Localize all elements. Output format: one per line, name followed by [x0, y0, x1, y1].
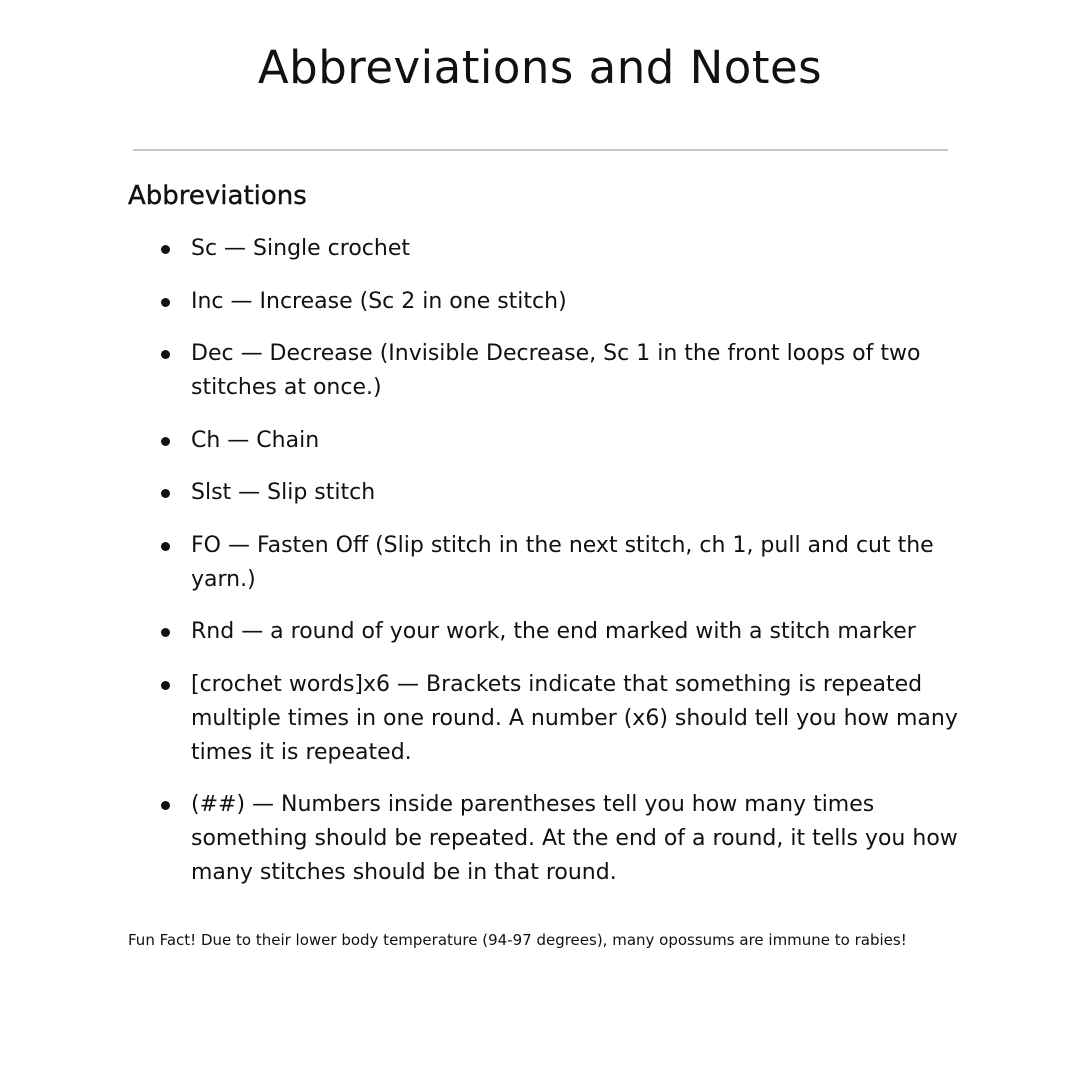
list-item	[128, 424, 968, 458]
fun-fact-note: Fun Fact! Due to their lower body temperature (94-97 degrees), many opossums are immune to rabies!	[128, 931, 907, 949]
bullet-icon	[161, 801, 170, 810]
list-item-text: FO — Fasten Off (Slip stitch in the next stitch, ch 1, pull and cut the yarn.)	[191, 532, 934, 592]
list-item-text: Slst — Slip stitch	[191, 480, 376, 505]
list-item	[128, 788, 968, 890]
list-item	[128, 668, 968, 770]
bullet-icon	[161, 245, 170, 254]
abbreviations-list	[128, 232, 968, 909]
list-item	[128, 476, 968, 510]
bullet-icon	[161, 542, 170, 551]
list-item-text: (##) — Numbers inside parentheses tell you how many times something should be repeated. At the end of a round, it tells you how many stitches should be in that round.	[191, 792, 958, 885]
bullet-icon	[161, 437, 170, 446]
list-item-text: Sc — Single crochet	[191, 236, 410, 261]
list-item	[128, 529, 968, 597]
list-item	[128, 232, 968, 266]
section-heading-abbreviations: Abbreviations	[128, 181, 307, 211]
title-divider	[133, 149, 948, 151]
list-item-text: Dec — Decrease (Invisible Decrease, Sc 1 in the front loops of two stitches at once.)	[191, 341, 921, 400]
list-item	[128, 337, 968, 405]
bullet-icon	[161, 489, 170, 498]
bullet-icon	[161, 298, 170, 307]
bullet-icon	[161, 681, 170, 690]
list-item-text: Inc — Increase (Sc 2 in one stitch)	[191, 288, 567, 314]
list-item-text: Rnd — a round of your work, the end marked with a stitch marker	[191, 619, 916, 644]
list-item	[128, 615, 968, 649]
list-item-text: [crochet words]x6 — Brackets indicate that something is repeated multiple times in one round. A number (x6) should tell you how many times it is repeated.	[191, 671, 958, 765]
bullet-icon	[161, 350, 170, 359]
bullet-icon	[161, 628, 170, 637]
list-item	[128, 285, 968, 319]
page-title: Abbreviations and Notes	[257, 41, 823, 94]
list-item-text: Ch — Chain	[191, 427, 320, 453]
